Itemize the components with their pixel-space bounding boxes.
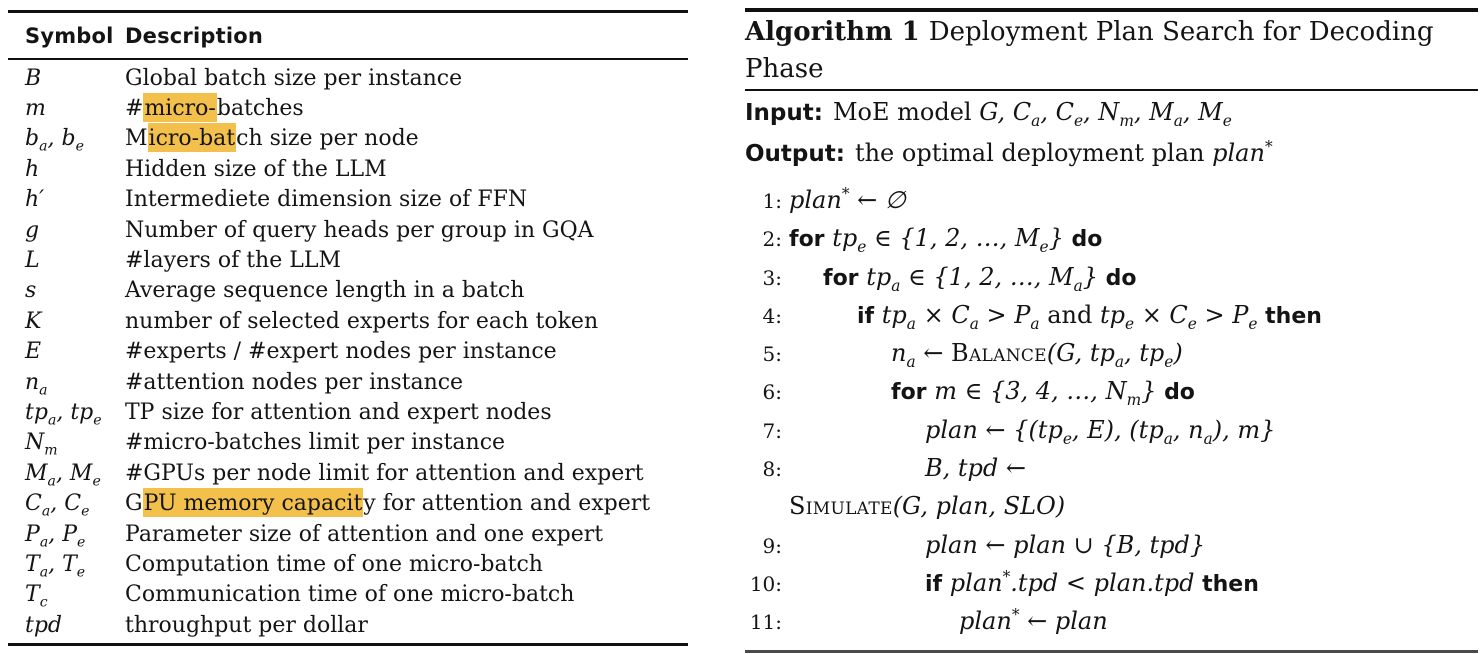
algorithm-lines [745, 181, 1478, 641]
table-row [8, 276, 688, 306]
line-number: 2: [762, 227, 782, 252]
highlight-mark: icro-bat [148, 123, 237, 152]
line-content [925, 454, 1026, 482]
symbol-cell: $N_m$ [25, 430, 58, 459]
algorithm-line [745, 372, 1478, 410]
algorithm-title [745, 12, 1478, 89]
line-token: B, tpd ← [925, 454, 1027, 483]
symbol-cell: K [25, 308, 42, 334]
symbol-cell: $T_a$, $T_e$ [25, 551, 86, 581]
symbol-cell: m [25, 96, 46, 122]
description-text: Communication time of one micro-batch [125, 582, 575, 608]
description-text: Number of query heads per group in GQA [125, 217, 594, 243]
description-text: # [125, 96, 144, 122]
description-text: ch size per node [236, 126, 419, 152]
symbol-table [8, 10, 688, 646]
line-content [857, 300, 1322, 333]
line-number: 9: [762, 533, 782, 558]
description-cell [125, 218, 688, 243]
line-token: then [1202, 571, 1259, 597]
algorithm-line [745, 564, 1478, 602]
description-text: Parameter size of attention and one expert [125, 521, 604, 547]
table-row [8, 124, 688, 154]
table-row [8, 580, 688, 610]
line-content [789, 224, 1103, 257]
symbol-cell: h [25, 156, 40, 182]
line-token: for [823, 265, 867, 291]
algorithm-bottom-rule [745, 650, 1478, 653]
table-row [8, 306, 688, 336]
line-token: $n_a$ ← [891, 339, 952, 371]
symbol-cell: $T_c$ [25, 582, 48, 611]
line-token: if [857, 303, 882, 329]
table-header-row [8, 13, 688, 58]
algorithm-input-line [745, 92, 1478, 133]
description-text: #attention nodes per instance [125, 369, 464, 395]
table-body [8, 60, 688, 640]
line-content [891, 339, 1183, 371]
description-text: Computation time of one micro-batch [125, 551, 543, 577]
line-token: do [1071, 227, 1103, 253]
algorithm-line [745, 334, 1478, 372]
line-content [925, 569, 1259, 597]
description-cell [125, 248, 688, 273]
symbol-cell: E [25, 339, 42, 365]
line-token: $tp_a$ ∈ {1, 2, …, $M_a$} [866, 262, 1106, 295]
table-row [8, 185, 688, 215]
line-number: 4: [762, 303, 782, 328]
symbol-cell: tpd [25, 612, 63, 638]
algorithm-line [745, 258, 1478, 296]
highlight-mark: PU memory capacit [143, 488, 364, 517]
table-row [8, 519, 688, 549]
line-content [891, 377, 1195, 410]
table-row [8, 549, 688, 579]
description-text: #GPUs per node limit for attention and expert [125, 460, 644, 486]
symbol-cell: $tp_a$, $tp_e$ [25, 399, 102, 429]
algorithm-io-block [745, 91, 1478, 174]
table-row [8, 397, 688, 427]
description-cell [125, 552, 688, 577]
symbol-cell: g [25, 217, 40, 243]
line-token: plan* ← ∅ [789, 185, 906, 214]
algorithm-label: Algorithm 1 [745, 17, 920, 47]
line-content [925, 531, 1205, 559]
table-row [8, 458, 688, 488]
description-text: Average sequence length in a batch [125, 278, 525, 304]
description-text: y for attention and expert [363, 491, 651, 517]
line-number: 5: [762, 342, 782, 367]
description-text: #layers of the LLM [125, 248, 341, 274]
algorithm-panel [745, 8, 1478, 653]
description-cell [125, 613, 688, 638]
description-cell [125, 400, 688, 425]
description-cell [125, 278, 688, 303]
line-token: (G, plan, SLO) [892, 492, 1066, 521]
algorithm-output-line [745, 133, 1478, 174]
description-cell [125, 96, 688, 121]
description-cell [125, 370, 688, 395]
table-row [8, 63, 688, 93]
algorithm-line [745, 181, 1478, 219]
description-cell [125, 582, 688, 607]
symbol-cell: $M_a$, $M_e$ [25, 460, 101, 490]
algorithm-title-text: Deployment Plan Search for Decoding [928, 17, 1434, 47]
line-token: and [1039, 300, 1100, 329]
line-token: $tp_e \times C_e > P_e$ [1099, 300, 1258, 333]
symbol-cell: s [25, 278, 37, 304]
line-number: 6: [762, 380, 782, 405]
algorithm-line-continuation [745, 487, 1478, 525]
table-bottom-rule [8, 643, 688, 646]
line-token: for [789, 227, 833, 253]
description-text: number of selected experts for each token [125, 308, 599, 334]
output-token: the optimal deployment plan [854, 139, 1213, 167]
input-token: MoE model [832, 98, 980, 126]
line-number: 3: [762, 265, 782, 290]
line-number: 8: [762, 457, 782, 482]
description-text: Global batch size per instance [125, 65, 463, 91]
line-token: then [1265, 303, 1322, 329]
output-token: plan* [1212, 138, 1273, 167]
line-content [925, 415, 1276, 448]
description-cell [125, 157, 688, 182]
input-label: Input: [745, 100, 823, 126]
line-token: $tp_a \times C_a > P_a$ [881, 300, 1040, 333]
algorithm-line [745, 411, 1478, 449]
description-text: #experts / #expert nodes per instance [125, 339, 557, 365]
line-token: do [1164, 380, 1195, 406]
description-column-header: Description [125, 23, 264, 48]
symbol-cell: L [25, 248, 40, 274]
line-number: 11: [749, 610, 782, 635]
line-token: if [925, 571, 950, 597]
description-cell [125, 66, 688, 91]
symbol-cell: h′ [25, 187, 45, 213]
description-cell [125, 187, 688, 212]
line-token: Balance [951, 339, 1047, 368]
line-token: Simulate [789, 492, 893, 521]
table-row [8, 154, 688, 184]
algorithm-title-line1 [745, 14, 1478, 51]
table-row [8, 215, 688, 245]
input-content [832, 98, 1232, 130]
description-cell [125, 126, 688, 151]
output-label: Output: [745, 141, 845, 167]
symbol-column-header: Symbol [25, 23, 114, 48]
algorithm-line [745, 526, 1478, 564]
line-content [823, 262, 1137, 295]
description-text: batches [216, 96, 304, 122]
table-row [8, 428, 688, 458]
table-row [8, 245, 688, 275]
algorithm-line [745, 219, 1478, 257]
line-number: 7: [762, 418, 782, 443]
line-content [959, 607, 1108, 635]
table-row [8, 488, 688, 518]
input-token: G, $C_a$, $C_e$, $N_m$, $M_a$, $M_e$ [979, 98, 1232, 130]
line-content [789, 186, 906, 214]
table-row [8, 367, 688, 397]
output-content [855, 139, 1273, 167]
line-token: for [891, 380, 935, 406]
description-text: TP size for attention and expert nodes [125, 399, 552, 425]
description-text: Hidden size of the LLM [125, 156, 387, 182]
description-cell [125, 491, 688, 516]
description-text: #micro-batches limit per instance [125, 430, 506, 456]
table-row [8, 337, 688, 367]
highlight-mark: micro- [143, 93, 216, 122]
line-content [789, 492, 1065, 520]
description-cell [125, 522, 688, 547]
table-row [8, 93, 688, 123]
symbol-cell: $n_a$ [25, 369, 48, 398]
line-token: plan ← plan ∪ {B, tpd} [925, 530, 1206, 559]
algorithm-line [745, 602, 1478, 640]
line-token: plan*.tpd < plan.tpd [949, 567, 1203, 597]
symbol-cell: $P_a$, $P_e$ [25, 521, 86, 550]
description-text: M [125, 126, 148, 152]
line-token: (G, $tp_a$, $tp_e$) [1046, 339, 1183, 371]
line-token: m ∈ {3, 4, …, $N_m$} [934, 377, 1165, 410]
line-token: plan* ← plan [959, 606, 1108, 636]
algorithm-line [745, 449, 1478, 487]
symbol-cell: $b_a$, $b_e$ [25, 126, 84, 155]
line-token: plan ← {($tp_e$, E), ($tp_a$, $n_a$), m} [925, 415, 1276, 448]
description-text: throughput per dollar [125, 612, 368, 638]
symbol-cell: B [25, 65, 42, 91]
algorithm-title-line2: Phase [745, 54, 824, 84]
table-row [8, 610, 688, 640]
line-number: 10: [749, 571, 782, 596]
description-cell [125, 339, 688, 364]
line-number: 1: [762, 189, 782, 213]
line-token: $tp_e$ ∈ {1, 2, …, $M_e$} [832, 224, 1072, 257]
algorithm-line [745, 296, 1478, 334]
description-cell [125, 309, 688, 334]
description-cell [125, 430, 688, 455]
description-cell [125, 461, 688, 486]
description-text: G [125, 491, 143, 517]
line-token: do [1105, 265, 1137, 291]
description-text: Intermediete dimension size of FFN [125, 187, 528, 213]
symbol-cell: $C_a$, $C_e$ [25, 491, 90, 520]
